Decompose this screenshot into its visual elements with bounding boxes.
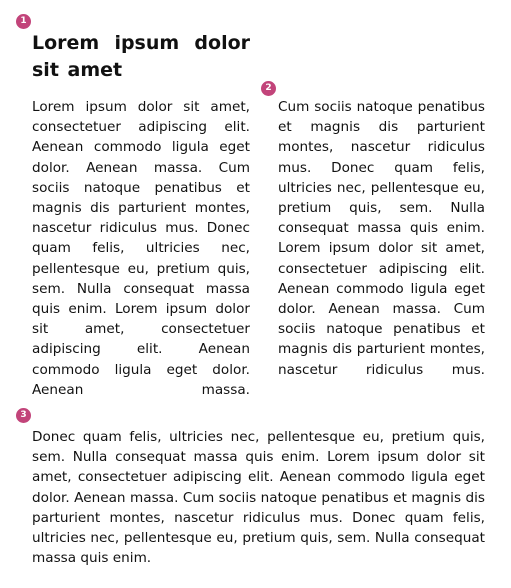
column-2-text: Cum sociis natoque penatibus et magnis dis parturient montes, nascetur ridiculus mus. Donec quam felis, ultricies nec, pellentesque eu, pretium quis, sem. Nulla consequat massa quis enim. Lorem ipsum dolor sit amet, consectetuer adipiscing elit. Aenean commodo ligula eget dolor. Aenean massa. Cum sociis natoque penatibus et magnis dis parturient montes, nascetur ridiculus mus. — [278, 99, 485, 378]
marker-badge-2: 2 — [261, 81, 276, 96]
marker-badge-3: 3 — [16, 408, 31, 423]
column-1-text: Lorem ipsum dolor sit amet, consectetuer adipiscing elit. Aenean commodo ligula eget dolor. Aenean massa. Cum sociis natoque penatibus et magnis dis parturient montes, nascetur ridiculus mus. Donec quam felis, ultricies nec, pellentesque eu, pretium quis, sem. Nulla consequat massa quis enim. Lorem ipsum dolor sit amet, consectetuer adipiscing elit. Aenean commodo ligula eget dolor. Aenean massa. — [32, 99, 250, 398]
marker-badge-1: 1 — [16, 14, 31, 29]
full-width-paragraph: Donec quam felis, ultricies nec, pellentesque eu, pretium quis, sem. Nulla consequat massa quis enim. Lorem ipsum dolor sit amet, consectetuer adipiscing elit. Aenean commodo ligula eget dolor. Aenean massa. Cum sociis natoque penatibus et magnis dis parturient montes, nascetur ridiculus mus. Donec quam felis, ultricies nec, pellentesque eu, pretium quis, sem. Nulla consequat massa quis enim. — [32, 429, 485, 567]
document-heading: Lorem ipsum dolor sit amet — [32, 32, 250, 81]
